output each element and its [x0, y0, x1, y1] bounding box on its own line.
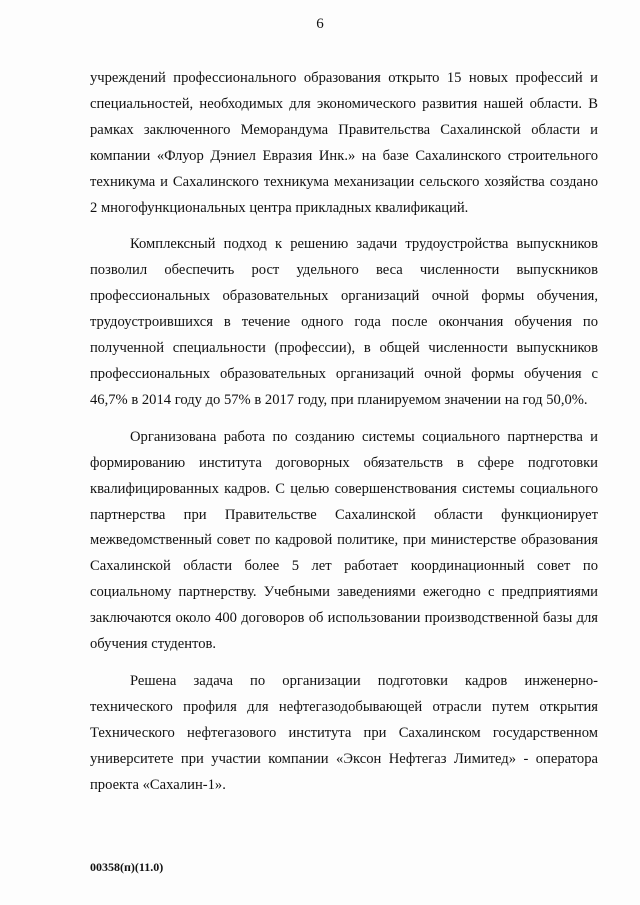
document-code: 00358(п)(11.0) — [90, 860, 164, 874]
paragraph-1: учреждений профессионального образования открыто 15 новых профессий и специальностей, необходимых для экономического развития нашей области. В рамках заключенного Меморандума Правительства Сахалинской области и компании «Флуор Дэниел Евразия Инк.» на базе Сахалинского строительного техникума и Сахалинского техникума механизации сельского хозяйства создано 2 многофункциональных центра прикладных квалификаций. — [90, 70, 598, 216]
paragraph-4: Решена задача по организации подготовки кадров инженерно-технического профиля для нефтегазодобывающей отрасли путем открытия Технического нефтегазового института при Сахалинском государственном университете при участии компании «Эксон Нефтегаз Лимитед» - оператора проекта «Сахалин-1». — [90, 672, 598, 793]
paragraph-3: Организована работа по созданию системы социального партнерства и формированию института договорных обязательств в сфере подготовки квалифицированных кадров. С целью совершенствования системы социального партнерства при Правительстве Сахалинской области функционирует межведомственный совет по кадровой политике, при министерстве образования Сахалинской области более 5 лет работает координационный совет по социальному партнерству. Учебными заведениями ежегодно с предприятиями заключаются около 400 договоров об использовании производственной базы для обучения студентов. — [90, 428, 598, 653]
paragraph-2: Комплексный подход к решению задачи трудоустройства выпускников позволил обеспечить рост удельного веса численности выпускников профессиональных образовательных организаций очной формы обучения, трудоустроившихся в течение одного года после окончания обучения по полученной специальности (профессии), в общей численности выпускников профессиональных образовательных организаций очной формы обучения с 46,7% в 2014 году до 57% в 2017 году, при планируемом значении на год 50,0%. — [90, 236, 598, 408]
body-text — [90, 66, 598, 809]
page-number: 6 — [316, 16, 324, 32]
